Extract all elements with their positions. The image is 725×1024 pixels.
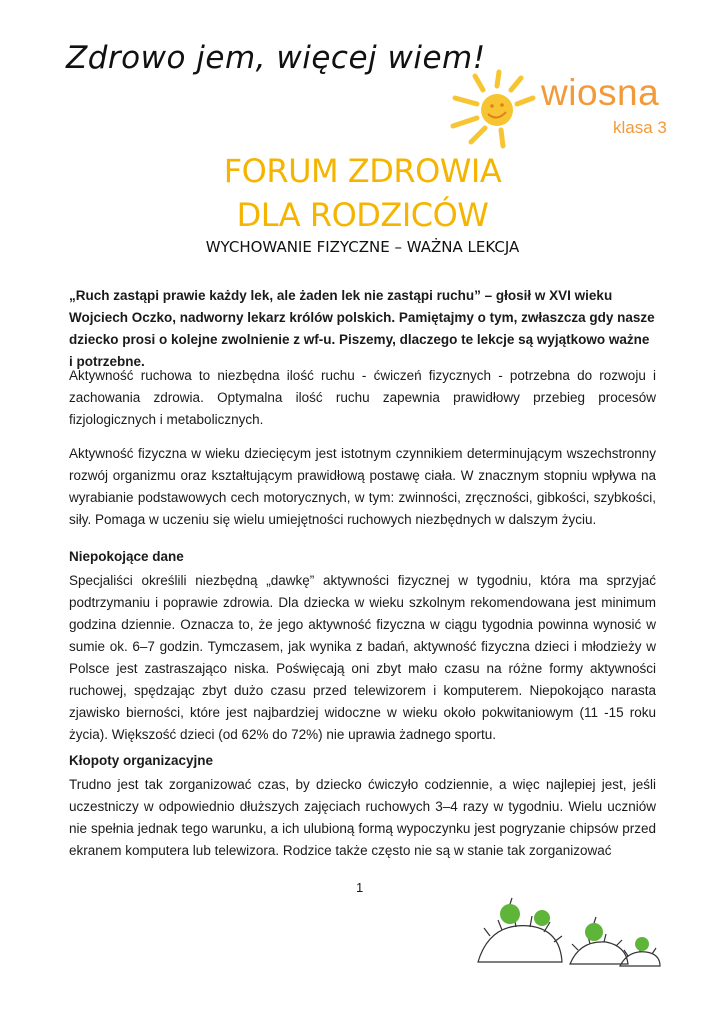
page-title-line1: FORUM ZDROWIA bbox=[223, 152, 502, 190]
page-number: 1 bbox=[356, 880, 364, 895]
lead-paragraph: „Ruch zastąpi prawie każdy lek, ale żaden lek nie zastąpi ruchu” – głosił w XVI wieku Wojciech Oczko, nadworny lekarz królów polskich. Pamiętajmy o tym, zwłaszcza gdy nasze dziecko prosi o kolejne zwolnienie z wf-u. Piszemy, dlaczego te lekcje są wyjątkowo ważne i potrzebne. bbox=[69, 288, 655, 369]
heading-organizational-problems: Kłopoty organizacyjne bbox=[69, 753, 214, 768]
heading-worrying-data: Niepokojące dane bbox=[69, 549, 184, 564]
hedgehog-apple-icon bbox=[470, 892, 670, 972]
logo-wordmark: wiosna bbox=[541, 72, 660, 113]
paragraph-organizational-problems: Trudno jest tak zorganizować czas, by dziecko ćwiczyło codziennie, a więc najlepiej jest, jeśli uczestniczy w odpowiednio dłuższych zajęciach ruchowych 3–4 razy w tygodniu. Wielu uczniów nie spełnia jednak tego warunku, a ich ulubioną formą wypoczynku jest pogryzanie chipsów przed ekranem komputera lub telewizora. Rodzice także często nie są w stanie tak zorganizować bbox=[69, 777, 656, 858]
page-subtitle: WYCHOWANIE FIZYCZNE – WAŻNA LEKCJA bbox=[205, 238, 520, 256]
paragraph-activity: Aktywność ruchowa to niezbędna ilość ruchu - ćwiczeń fizycznych - potrzebna do rozwoju i zachowania zdrowia. Optymalna ilość ruchu zapewnia prawidłowy przebieg procesów fizjologicznych i metabolicznych. bbox=[69, 368, 656, 427]
logo-class-label: klasa 3 bbox=[613, 118, 667, 137]
wiosna-logo bbox=[445, 62, 685, 152]
handwritten-slogan: Zdrowo jem, więcej wiem! bbox=[66, 40, 486, 76]
sun-icon bbox=[445, 62, 545, 152]
page-title-line2: DLA RODZICÓW bbox=[236, 196, 489, 234]
paragraph-worrying-data: Specjaliści określili niezbędną „dawkę” aktywności fizycznej w tygodniu, która ma sprzyjać podtrzymaniu i poprawie zdrowia. Dla dziecka w wieku szkolnym rekomendowana jest minimum godzina dziennie. Oznacza to, że jego aktywność fizyczna w ciągu tygodnia powinna wynosić w sumie ok. 6–7 godzin. Tymczasem, jak wynika z badań, aktywność fizyczna dzieci i młodzieży w Polsce jest zastraszająco niska. Poświęcają oni zbyt mało czasu na różne formy aktywności ruchowej, spędzając zbyt dużo czasu przed telewizorem i komputerem. Niepokojąco narasta zjawisko bierności, które jest najbardziej widoczne w wieku około pokwitaniowym (11 -15 roku życia). Większość dzieci (od 62% do 72%) nie uprawia żadnego sportu. bbox=[69, 573, 656, 742]
paragraph-development: Aktywność fizyczna w wieku dziecięcym jest istotnym czynnikiem determinującym wszechstronny rozwój organizmu oraz kształtującym prawidłową postawę ciała. W znacznym stopniu wpływa na wyrabianie podstawowych cech motorycznych, w tym: zwinności, zręczności, gibkości, szybkości, siły. Pomaga w uczeniu się wielu umiejętności ruchowych niezbędnych w dalszym życiu. bbox=[69, 446, 656, 527]
